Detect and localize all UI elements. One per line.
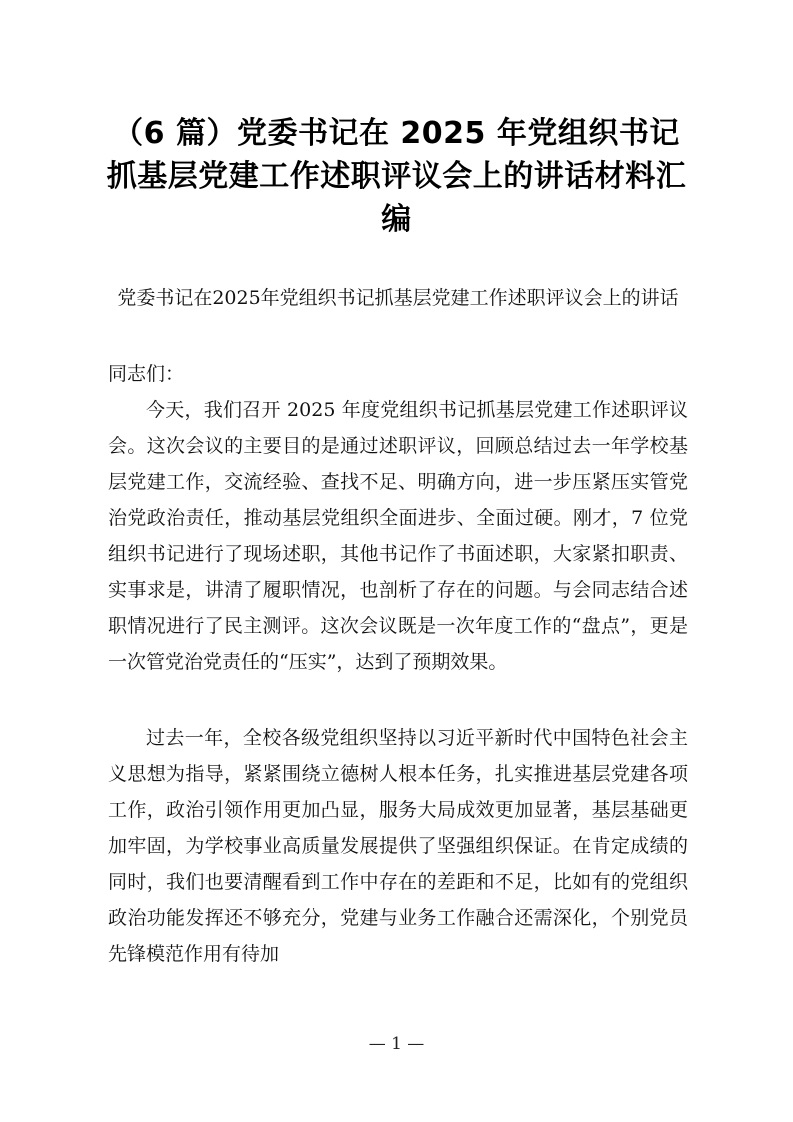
body-paragraph: 过去一年，全校各级党组织坚持以习近平新时代中国特色社会主义思想为指导，紧紧围绕立德树人根本任务，扎实推进基层党建各项工作，政治引领作用更加凸显，服务大局成效更加显著，基层基础更加牢固，为学校事业高质量发展提供了坚强组织保证。在肯定成绩的同时，我们也要清醒看到工作中存在的差距和不足，比如有的党组织政治功能发挥还不够充分，党建与业务工作融合还需深化，个别党员先锋模范作用有待加: [108, 727, 688, 965]
document-title: （6 篇）党委书记在 2025 年党组织书记抓基层党建工作述职评议会上的讲话材料汇编: [106, 116, 687, 237]
salutation: 同志们：: [108, 363, 185, 385]
speech-title: 党委书记在2025年党组织书记抓基层党建工作述职评议会上的讲话: [117, 287, 679, 309]
body-paragraph: 今天，我们召开 2025 年度党组织书记抓基层党建工作述职评议会。这次会议的主要目的是通过述职评议，回顾总结过去一年学校基层党建工作，交流经验、查找不足、明确方向，进一步压紧压实管党治党政治责任，推动基层党组织全面进步、全面过硬。刚才，7 位党组织书记进行了现场述职，其他书记作了书面述职，大家紧扣职责、实事求是，讲清了履职情况，也剖析了存在的问题。与会同志结合述职情况进行了民主测评。这次会议既是一次年度工作的“盘点”，更是一次管党治党责任的“压实”，达到了预期效果。: [108, 399, 688, 673]
page-number: — 1 —: [368, 1034, 425, 1054]
